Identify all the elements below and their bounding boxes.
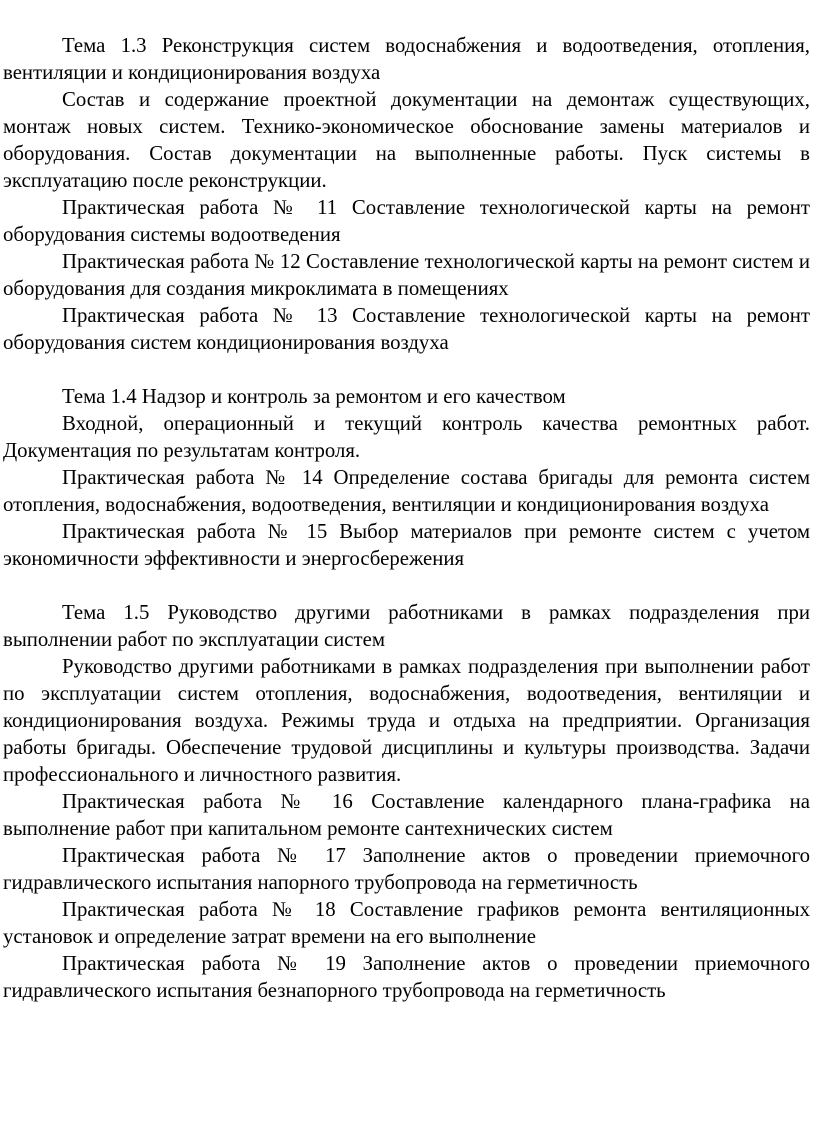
topic-description: Состав и содержание проектной документации на демонтаж существующих, монтаж новых систем. Технико-экономическое обоснование замены материалов и оборудования. Состав документации на выполненные работы. Пуск системы в эксплуатацию после реконструкции. (3, 88, 810, 192)
topic-heading: Тема 1.5 Руководство другими работниками в рамках подразделения при выполнении работ по эксплуатации систем (3, 601, 810, 651)
practical-work-16: Практическая работа № 16 Составление календарного плана-графика на выполнение работ при капитальном ремонте сантехнических систем (3, 790, 810, 840)
section-spacer (3, 572, 810, 599)
section-topic-1-5 (3, 599, 810, 1004)
topic-description: Руководство другими работниками в рамках подразделения при выполнении работ по эксплуатации систем отопления, водоснабжения, водоотведения, вентиляции и кондиционирования воздуха. Режимы труда и отдыха на предприятии. Организация работы бригады. Обеспечение трудовой дисциплины и культуры производства. Задачи профессионального и личностного развития. (3, 655, 810, 786)
practical-work-13: Практическая работа № 13 Составление технологической карты на ремонт оборудования систем кондиционирования воздуха (3, 304, 810, 354)
topic-heading: Тема 1.4 Надзор и контроль за ремонтом и его качеством (62, 385, 566, 408)
topic-description: Входной, операционный и текущий контроль качества ремонтных работ. Документация по результатам контроля. (3, 412, 810, 462)
practical-work-18: Практическая работа № 18 Составление графиков ремонта вентиляционных установок и определение затрат времени на его выполнение (3, 898, 810, 948)
practical-work-19: Практическая работа № 19 Заполнение актов о проведении приемочного гидравлического испытания безнапорного трубопровода на герметичность (3, 952, 810, 1002)
section-topic-1-4 (3, 383, 810, 572)
section-topic-1-3 (3, 32, 810, 356)
practical-work-15: Практическая работа № 15 Выбор материалов при ремонте систем с учетом экономичности эффективности и энергосбережения (3, 520, 810, 570)
practical-work-14: Практическая работа № 14 Определение состава бригады для ремонта систем отопления, водоснабжения, водоотведения, вентиляции и кондиционирования воздуха (3, 466, 810, 516)
practical-work-11: Практическая работа № 11 Составление технологической карты на ремонт оборудования системы водоотведения (3, 196, 810, 246)
section-spacer (3, 356, 810, 383)
document-page (0, 32, 816, 1004)
topic-heading: Тема 1.3 Реконструкция систем водоснабжения и водоотведения, отопления, вентиляции и кондиционирования воздуха (3, 34, 810, 84)
practical-work-12: Практическая работа № 12 Составление технологической карты на ремонт систем и оборудования для создания микроклимата в помещениях (3, 250, 810, 300)
practical-work-17: Практическая работа № 17 Заполнение актов о проведении приемочного гидравлического испытания напорного трубопровода на герметичность (3, 844, 810, 894)
